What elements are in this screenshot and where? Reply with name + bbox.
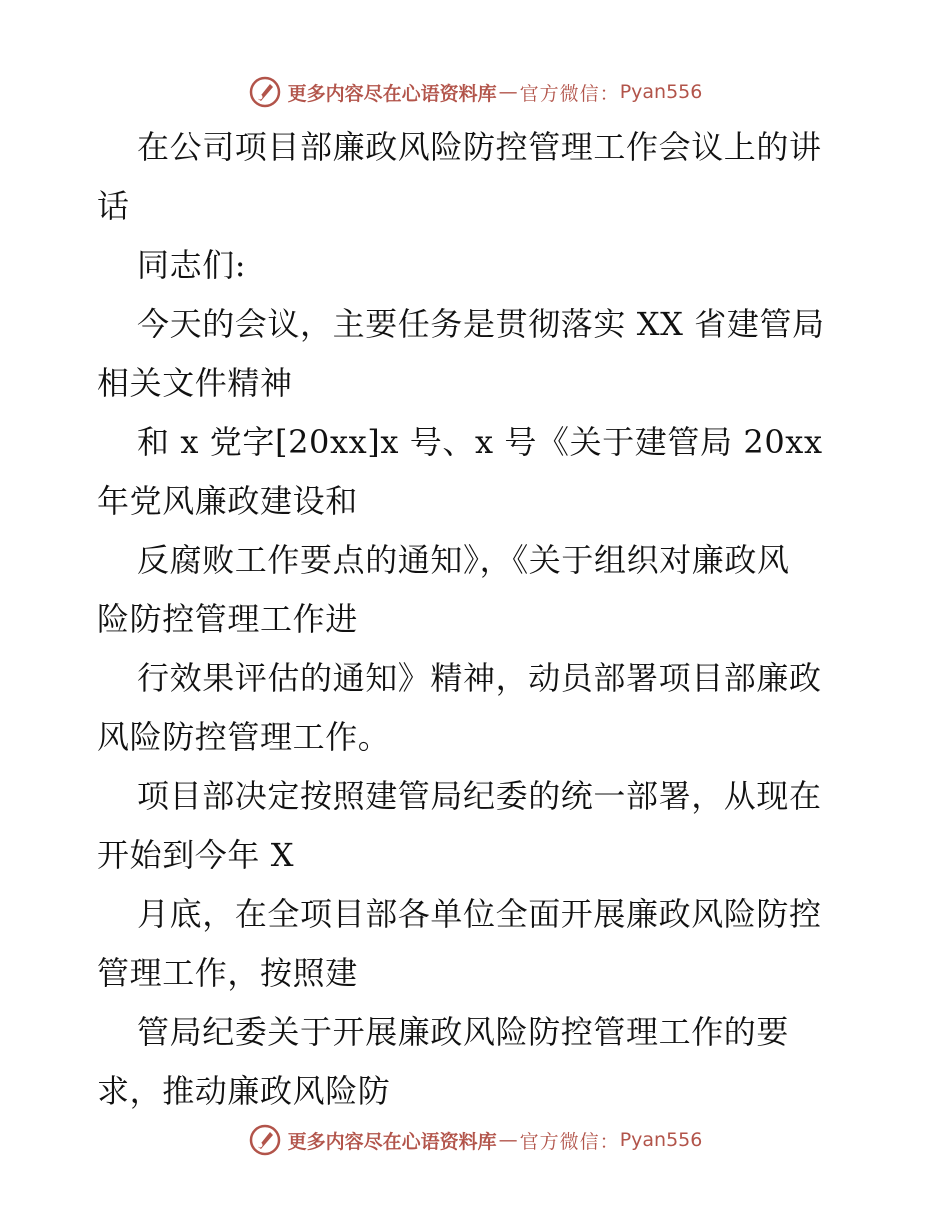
text-line: 月底，在全项目部各单位全面开展廉政风险防控 xyxy=(137,895,822,933)
text-line: 开始到今年 X xyxy=(97,836,295,874)
text-line: 管局纪委关于开展廉政风险防控管理工作的要 xyxy=(137,1013,790,1051)
text-line: 年党风廉政建设和 xyxy=(97,482,358,520)
text-line: 项目部决定按照建管局纪委的统一部署，从现在 xyxy=(137,777,822,815)
text-line: 求，推动廉政风险防 xyxy=(97,1072,391,1110)
text-line: 行效果评估的通知》精神，动员部署项目部廉政 xyxy=(137,659,822,697)
text-line: 同志们: xyxy=(137,246,247,284)
watermark-wechat-id: Pyan556 xyxy=(619,81,703,103)
document-body xyxy=(97,118,857,1121)
pen-logo-icon xyxy=(248,75,282,109)
text-line: 相关文件精神 xyxy=(97,364,293,402)
watermark-dash: — xyxy=(498,1129,518,1151)
text-line: 管理工作，按照建 xyxy=(97,954,358,992)
watermark-wechat-id: Pyan556 xyxy=(619,1129,703,1151)
text-line: 险防控管理工作进 xyxy=(97,600,358,638)
pen-logo-icon xyxy=(248,1123,282,1157)
text-line: 今天的会议，主要任务是贯彻落实 XX 省建管局 xyxy=(137,305,825,343)
watermark-main-text: 更多内容尽在心语资料库 xyxy=(287,1130,497,1153)
text-line: 在公司项目部廉政风险防控管理工作会议上的讲 xyxy=(137,128,822,166)
text-line: 风险防控管理工作。 xyxy=(97,718,391,756)
watermark-dash: — xyxy=(498,81,518,103)
watermark-banner-top xyxy=(0,72,950,112)
watermark-wechat-label: 官方微信： xyxy=(519,82,620,105)
watermark-banner-bottom xyxy=(0,1120,950,1160)
text-line: 反腐败工作要点的通知》，《关于组织对廉政风 xyxy=(137,541,790,579)
watermark-wechat-label: 官方微信： xyxy=(519,1130,620,1153)
watermark-main-text: 更多内容尽在心语资料库 xyxy=(287,82,497,105)
text-line: 和 x 党字[20xx]x 号、x 号《关于建管局 20xx xyxy=(137,423,823,461)
text-line: 话 xyxy=(97,187,130,225)
